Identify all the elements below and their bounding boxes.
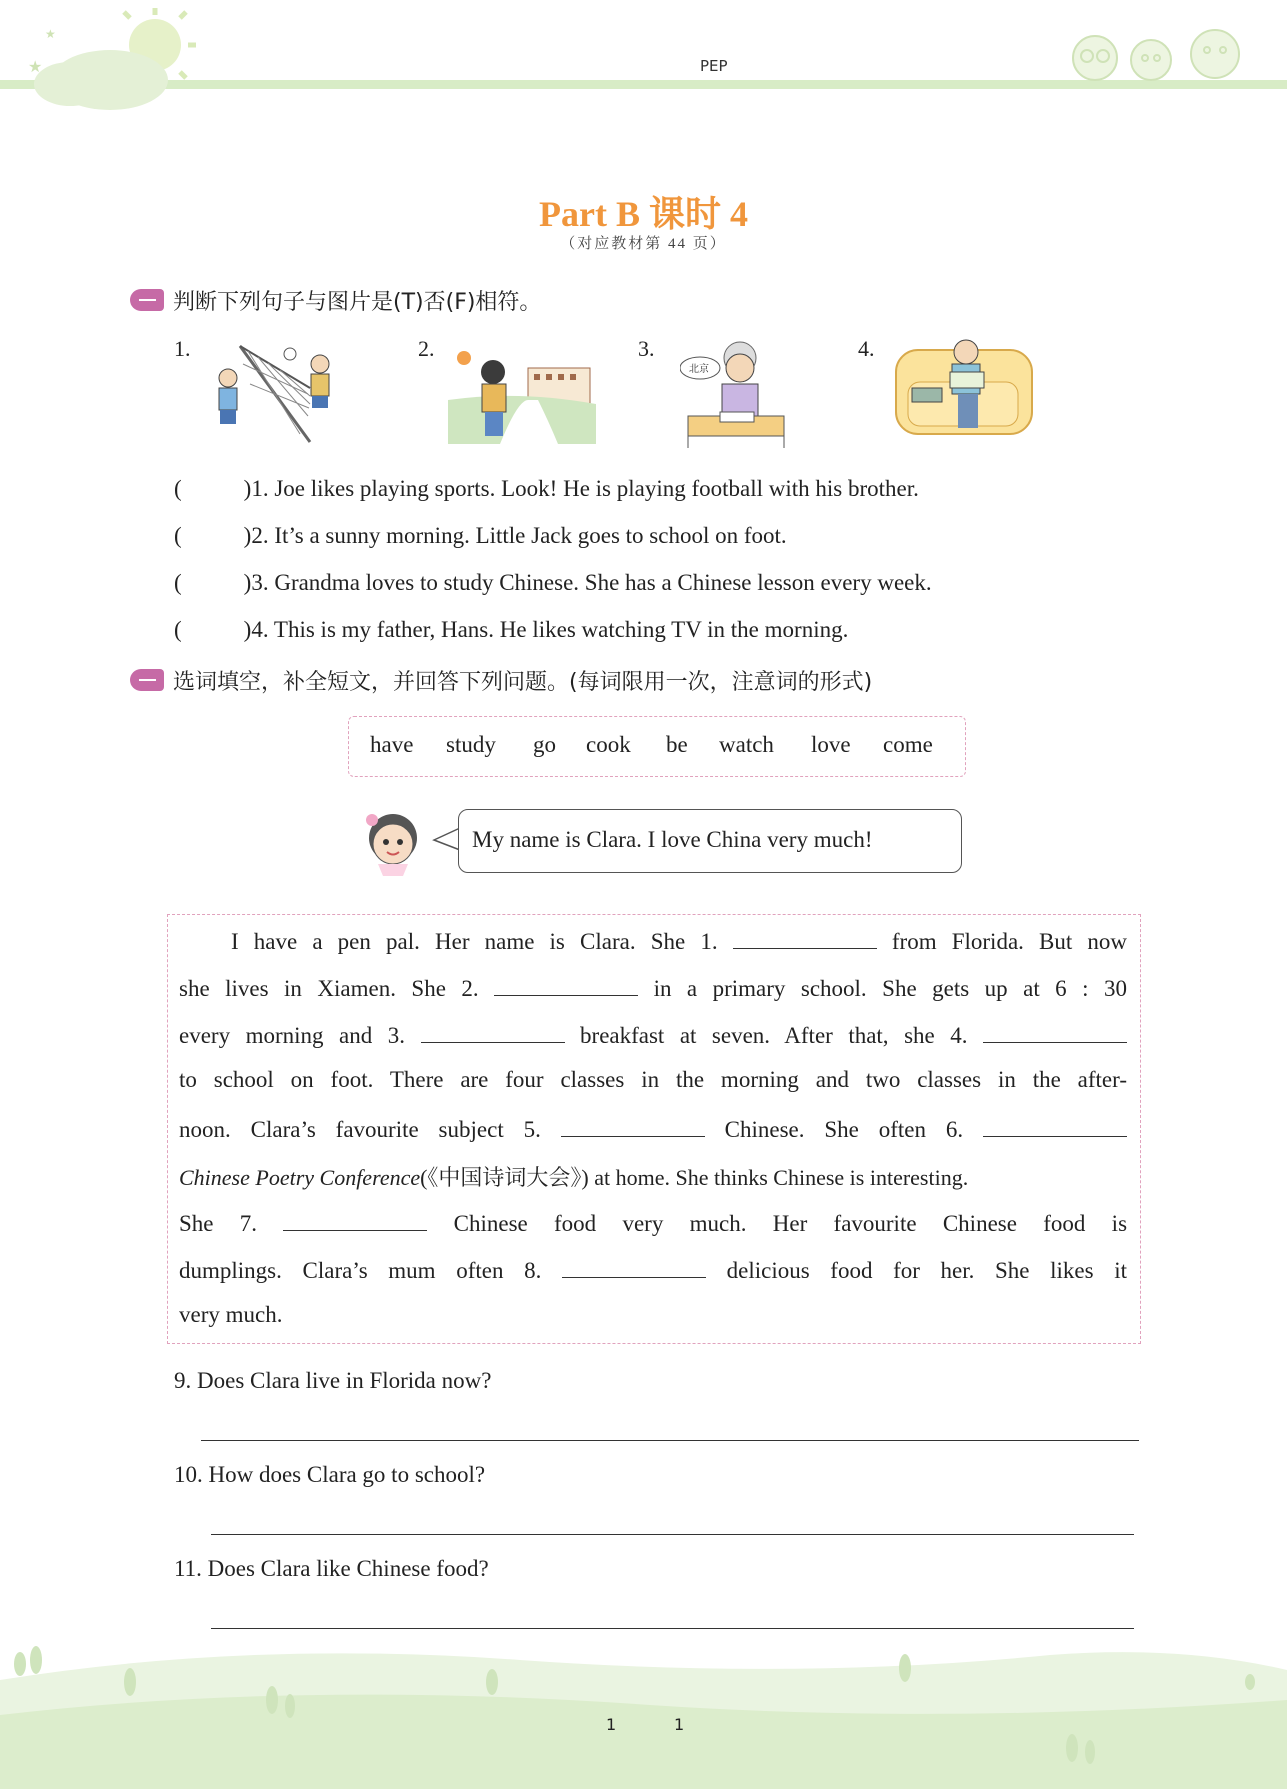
page-number-right: 1: [674, 1715, 685, 1734]
walking-to-school-picture: [448, 340, 596, 444]
clara-avatar: [358, 806, 428, 876]
question-10: 10. How does Clara go to school?: [174, 1462, 486, 1487]
passage-line: to school on foot. There are four classes in the morning and two classes in the after-: [179, 1067, 1127, 1092]
tf-item: [174, 476, 919, 502]
blank-1[interactable]: [733, 926, 877, 949]
passage-line: noon. Clara’s favourite subject 5. Chinese. She often 6.: [179, 1114, 1127, 1143]
answer-paren[interactable]: (: [174, 570, 182, 595]
word-bank-item: cook: [586, 732, 631, 757]
passage-line: She 7. Chinese food very much. Her favourite Chinese food is: [179, 1208, 1127, 1237]
word-bank-item: be: [666, 732, 688, 757]
passage-line: she lives in Xiamen. She 2. in a primary school. She gets up at 6 : 30: [179, 973, 1127, 1002]
page-title: Part B 课时 4: [539, 194, 748, 234]
word-bank-item: go: [533, 732, 556, 757]
passage-line: very much.: [179, 1302, 283, 1327]
picture-number-3: 3.: [638, 336, 655, 361]
blank-8[interactable]: [562, 1255, 706, 1278]
section-1-title: 判断下列句子与图片是(T)否(F)相符。: [173, 290, 542, 315]
word-bank-item: watch: [719, 732, 774, 757]
word-bank-item: study: [446, 732, 496, 757]
word-bank-item: come: [883, 732, 933, 757]
word-bank: [348, 716, 966, 777]
section-2-title: 选词填空，补全短文，并回答下列问题。(每词限用一次，注意词的形式): [173, 670, 873, 695]
picture-number-2: 2.: [418, 336, 435, 361]
question-9: 9. Does Clara live in Florida now?: [174, 1368, 492, 1393]
tf-item-text: )1. Joe likes playing sports. Look! He is playing football with his brother.: [243, 476, 919, 501]
blank-7[interactable]: [283, 1208, 427, 1231]
blank-6[interactable]: [983, 1114, 1127, 1137]
volleyball-picture: [210, 334, 345, 444]
answer-line-9[interactable]: [201, 1440, 1139, 1441]
passage-line: I have a pen pal. Her name is Clara. She 1. from Florida. But now: [179, 926, 1127, 955]
picture-number-1: 1.: [174, 336, 191, 361]
word-bank-item: love: [811, 732, 851, 757]
passage-line: dumplings. Clara’s mum often 8. delicious food for her. She likes it: [179, 1255, 1127, 1284]
answer-paren[interactable]: (: [174, 523, 182, 548]
section-1-badge: [130, 289, 164, 311]
blank-3[interactable]: [421, 1020, 565, 1043]
speech-label: 北京: [689, 364, 709, 375]
hills-footer-illustration: [0, 1620, 1287, 1789]
answer-paren[interactable]: (: [174, 476, 182, 501]
tf-item: [174, 523, 787, 549]
passage-line: Chinese Poetry Conference(《中国诗词大会》) at home. She thinks Chinese is interesting.: [179, 1165, 969, 1190]
father-on-sofa-picture: [894, 336, 1034, 442]
answer-paren[interactable]: (: [174, 617, 182, 642]
tf-item: [174, 570, 932, 596]
grandma-reading-picture: [680, 336, 790, 450]
svg-text:★: ★: [28, 57, 43, 76]
picture-number-4: 4.: [858, 336, 875, 361]
tf-item-text: )3. Grandma loves to study Chinese. She has a Chinese lesson every week.: [243, 570, 932, 595]
tf-item: [174, 617, 848, 643]
blank-2[interactable]: [494, 973, 638, 996]
blank-5[interactable]: [561, 1114, 705, 1137]
sun-cloud-illustration: [0, 0, 200, 115]
answer-line-10[interactable]: [211, 1534, 1134, 1535]
page-subtitle: （对应教材第 44 页）: [560, 236, 727, 252]
svg-text:★: ★: [45, 27, 56, 41]
question-11: 11. Does Clara like Chinese food?: [174, 1556, 489, 1581]
speech-text: My name is Clara. I love China very much!: [472, 827, 873, 852]
passage-line: every morning and 3. breakfast at seven. After that, she 4.: [179, 1020, 1127, 1049]
blank-4[interactable]: [983, 1020, 1127, 1043]
tf-item-text: )2. It’s a sunny morning. Little Jack goes to school on foot.: [243, 523, 787, 548]
header-label: PEP: [700, 57, 728, 75]
animal-faces-illustration: [1055, 18, 1255, 84]
page-number-left: 1: [606, 1715, 617, 1734]
section-2-badge: [130, 669, 164, 691]
word-bank-item: have: [370, 732, 414, 757]
tf-item-text: )4. This is my father, Hans. He likes watching TV in the morning.: [243, 617, 849, 642]
show-title: Chinese Poetry Conference: [179, 1165, 421, 1190]
